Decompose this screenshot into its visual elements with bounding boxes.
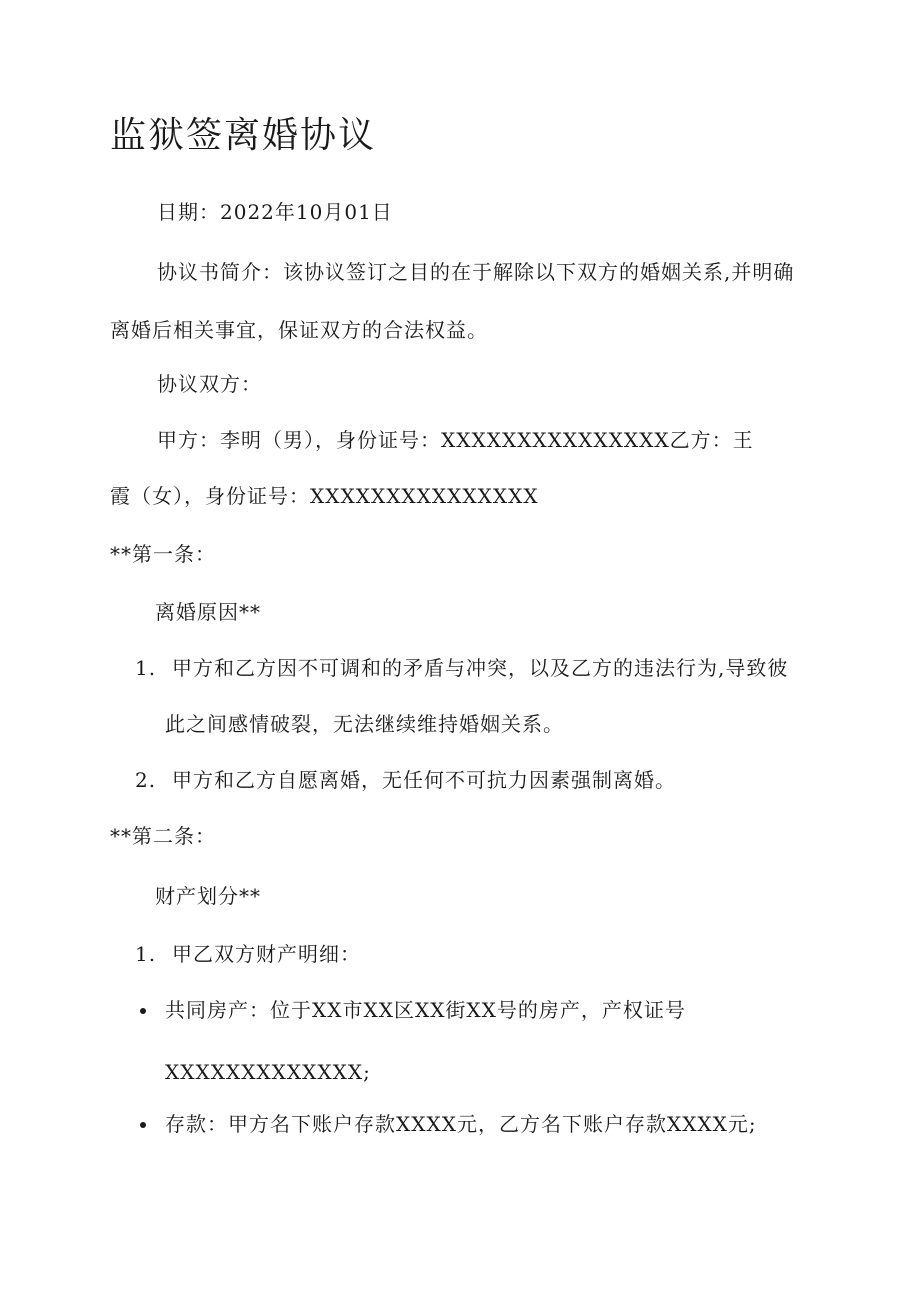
article-2-heading: **第二条： [110, 824, 216, 848]
parties-line-2: 霞（女），身份证号：XXXXXXXXXXXXXXX [110, 484, 539, 508]
bullet-dot-icon [140, 1008, 146, 1014]
page-title: 监狱签离婚协议 [110, 115, 377, 156]
article-1-item-2-number: 2. [135, 768, 157, 792]
bullet-1-line-1: 共同房产：位于XX市XX区XX街XX号的房产，产权证号 [165, 998, 686, 1022]
intro-paragraph-line-1: 协议书简介：该协议签订之目的在于解除以下双方的婚姻关系,并明确 [157, 260, 795, 284]
bullet-2-line-1: 存款：甲方名下账户存款XXXX元，乙方名下账户存款XXXX元; [165, 1112, 757, 1136]
article-2-subtitle: 财产划分** [155, 884, 261, 908]
article-2-item-1-line-1: 甲乙双方财产明细： [172, 942, 361, 966]
article-1-item-1-line-1: 甲方和乙方因不可调和的矛盾与冲突，以及乙方的违法行为,导致彼 [172, 656, 789, 680]
article-1-heading: **第一条： [110, 542, 216, 566]
article-1-item-2-line-1: 甲方和乙方自愿离婚，无任何不可抗力因素强制离婚。 [172, 768, 676, 792]
article-1-item-1-line-2: 此之间感情破裂，无法继续维持婚姻关系。 [165, 712, 564, 736]
article-1-item-1-number: 1. [135, 656, 157, 680]
parties-line-1: 甲方：李明（男），身份证号：XXXXXXXXXXXXXXX乙方：王 [157, 428, 754, 452]
parties-heading: 协议双方： [157, 372, 262, 396]
bullet-1-line-2: XXXXXXXXXXXXX; [165, 1060, 371, 1084]
intro-paragraph-line-2: 离婚后相关事宜，保证双方的合法权益。 [110, 318, 488, 342]
article-1-subtitle: 离婚原因** [155, 600, 261, 624]
date-line: 日期：2022年10月01日 [157, 200, 393, 224]
bullet-dot-icon [140, 1122, 146, 1128]
article-2-item-1-number: 1. [135, 942, 157, 966]
